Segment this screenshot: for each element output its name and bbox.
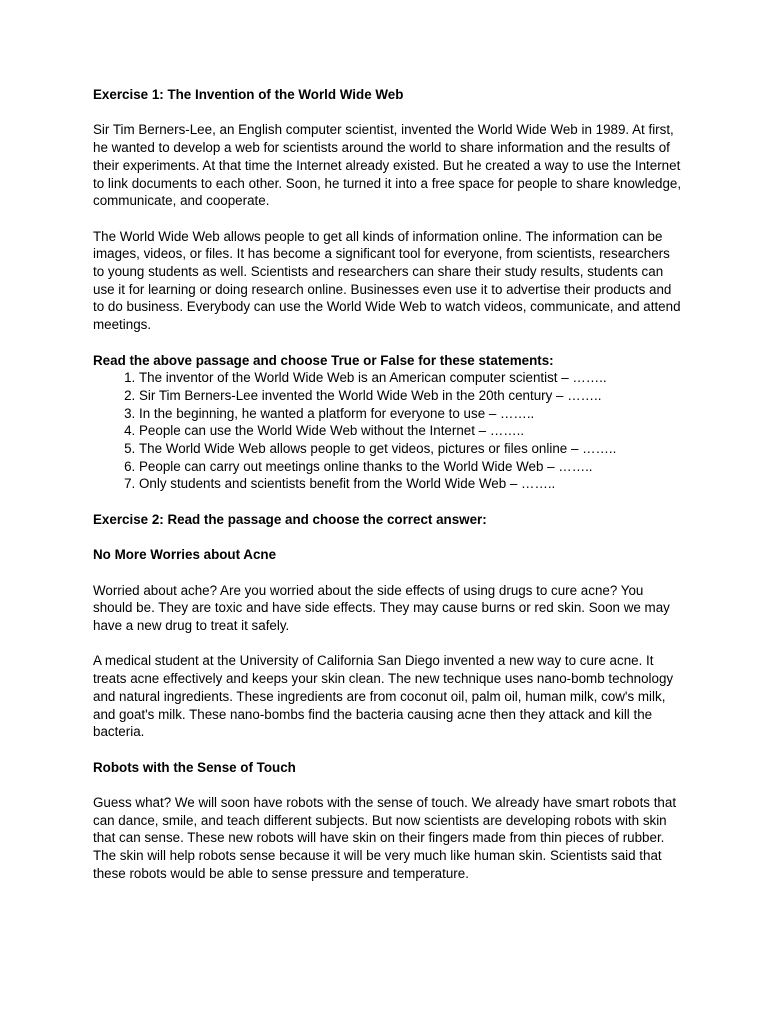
spacer xyxy=(93,493,683,511)
statement-list xyxy=(93,369,683,493)
statement-item: 2. Sir Tim Berners-Lee invented the World Wide Web in the 20th century – …….. xyxy=(139,387,683,405)
statement-item: 1. The inventor of the World Wide Web is an American computer scientist – …….. xyxy=(139,369,683,387)
exercise1-instruction: Read the above passage and choose True or False for these statements: xyxy=(93,352,554,368)
exercise2-title: Exercise 2: Read the passage and choose the correct answer: xyxy=(93,511,487,527)
spacer xyxy=(93,564,683,582)
statement-item: 4. People can use the World Wide Web without the Internet – …….. xyxy=(139,422,683,440)
statement-item: 6. People can carry out meetings online thanks to the World Wide Web – …….. xyxy=(139,458,683,476)
article1-title: No More Worries about Acne xyxy=(93,547,277,563)
document-page xyxy=(93,86,683,883)
article1-paragraph-2: A medical student at the University of California San Diego invented a new way to cure acne. It treats acne effectively and keeps your skin clean. The new technique uses nano-bomb technology and natural ingredients. These ingredients are from coconut oil, palm oil, human milk, cow's milk, and goat's milk. These nano-bombs find the bacteria causing acne then they attack and kill the bacteria. xyxy=(93,653,674,740)
article2-paragraph-1: Guess what? We will soon have robots with the sense of touch. We already have smart robots that can dance, smile, and teach different subjects. But now scientists are developing robots with skin that can sense. These new robots will have skin on their fingers made from thin pieces of rubber. The skin will help robots sense because it will be very much like human skin. Scientists said that these robots would be able to sense pressure and temperature. xyxy=(93,794,677,881)
exercise1-paragraph-1: Sir Tim Berners-Lee, an English computer scientist, invented the World Wide Web in 1989. At first, he wanted to develop a web for scientists around the world to share information and the results of their experiments. At that time the Internet already existed. But he created a way to use the Internet to link documents to each other. Soon, he turned it into a free space for people to share knowledge, communicate, and cooperate. xyxy=(93,122,682,209)
exercise1-paragraph-2: The World Wide Web allows people to get all kinds of information online. The information can be images, videos, or files. It has become a significant tool for everyone, from scientists, researchers to young students as well. Scientists and researchers can share their study results, students can use it for learning or doing research online. Businesses even use it to advertise their products and to do business. Everybody can use the World Wide Web to watch videos, communicate, and attend meetings. xyxy=(93,228,681,333)
spacer xyxy=(93,635,683,653)
spacer xyxy=(93,529,683,547)
article2-title: Robots with the Sense of Touch xyxy=(93,759,296,775)
article1-paragraph-1: Worried about ache? Are you worried about the side effects of using drugs to cure acne? You should be. They are toxic and have side effects. They may cause burns or red skin. Soon we may have a new drug to treat it safely. xyxy=(93,582,670,633)
statement-item: 7. Only students and scientists benefit from the World Wide Web – …….. xyxy=(139,475,683,493)
statement-item: 3. In the beginning, he wanted a platform for everyone to use – …….. xyxy=(139,405,683,423)
statement-item: 5. The World Wide Web allows people to get videos, pictures or files online – …….. xyxy=(139,440,683,458)
spacer xyxy=(93,334,683,352)
spacer xyxy=(93,104,683,122)
exercise1-title: Exercise 1: The Invention of the World Wide Web xyxy=(93,87,404,102)
spacer xyxy=(93,776,683,794)
spacer xyxy=(93,210,683,228)
spacer xyxy=(93,741,683,759)
